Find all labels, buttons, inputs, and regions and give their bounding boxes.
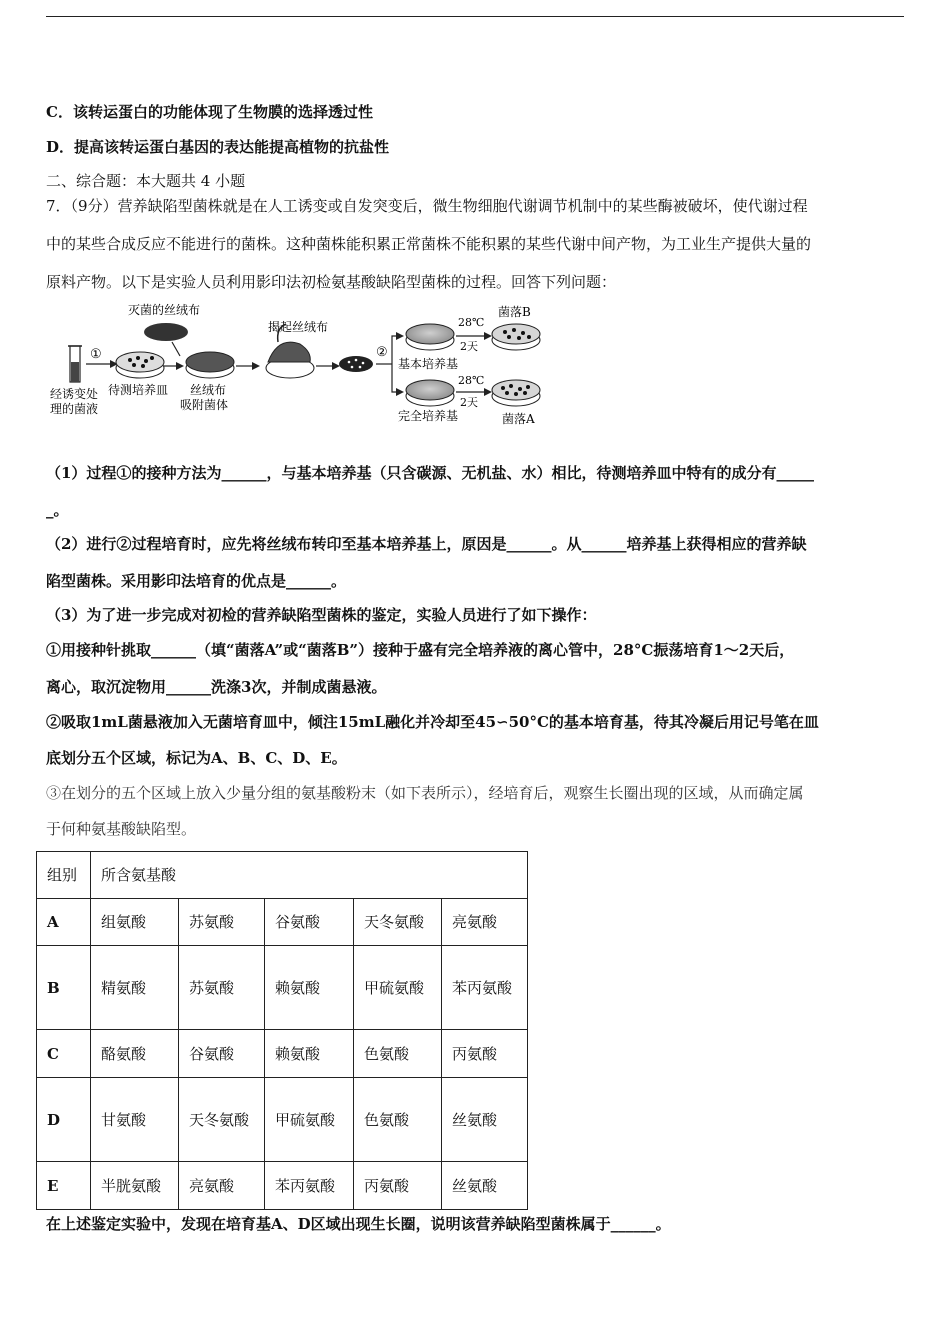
option-c: C．该转运蛋白的功能体现了生物膜的选择透过性 [46,103,373,121]
row-group: B [37,946,91,1030]
label-mutagenized-2: 理的菌液 [50,402,99,416]
table-row [37,1078,528,1162]
test-tube-icon [68,346,82,382]
header-rule [46,16,904,17]
q2-line1: （2）进行②过程培育时，应先将丝绒布转印至基本培养基上，原因是______。从______培养基上获得相应的营养缺 [46,535,807,553]
table-cell: 丝氨酸 [442,1162,528,1210]
header-amino: 所含氨基酸 [91,852,528,899]
velvet-dish-icon [186,352,234,378]
table-cell: 赖氨酸 [265,1030,354,1078]
table-row [37,899,528,946]
table-cell: 酪氨酸 [91,1030,179,1078]
conclusion: 在上述鉴定实验中，发现在培育基A、D区域出现生长圈，说明该营养缺陷型菌株属于______。 [46,1215,671,1233]
table-cell: 苏氨酸 [179,899,265,946]
velvet-icon [144,323,188,341]
label-test-dish: 待测培养皿 [108,383,169,397]
colony-print-icon [339,356,373,372]
table-cell: 苯丙氨酸 [442,946,528,1030]
table-cell: 苯丙氨酸 [265,1162,354,1210]
row-group: D [37,1078,91,1162]
q1-line1: （1）过程①的接种方法为______，与基本培养基（只含碳源、无机盐、水）相比，待测培养皿中特有的成分有_____ [46,464,814,482]
q3-step3-line2: 于何种氨基酸缺陷型。 [46,820,197,838]
label-step2: ② [376,345,388,360]
label-velvet-2: 吸附菌体 [180,398,229,412]
q3-step1-line2: 离心，取沉淀物用______洗涤3次，并制成菌悬液。 [46,678,387,696]
table-cell: 天冬氨酸 [354,899,442,946]
table-cell: 甘氨酸 [91,1078,179,1162]
table-row [37,1030,528,1078]
label-days-top: 2天 [460,340,478,353]
table-cell: 丝氨酸 [442,1078,528,1162]
q7-intro-line2: 中的某些合成反应不能进行的菌株。这种菌株能积累正常菌株不能积累的某些代谢中间产物，为工业生产提供大量的 [46,235,812,253]
basic-medium-dish-icon [406,324,454,350]
q2-line2: 陷型菌株。采用影印法培育的优点是______。 [46,572,347,590]
q3-step3-line1: ③在划分的五个区域上放入少量分组的氨基酸粉末（如下表所示），经培育后，观察生长圈出现的区域，从而确定属 [46,784,804,802]
label-mutagenized-1: 经诱变处 [50,387,99,401]
table-cell: 苏氨酸 [179,946,265,1030]
label-basic-medium: 基本培养基 [398,357,459,371]
table-row [37,1162,528,1210]
colony-a-dish-icon [492,380,540,406]
table-cell: 亮氨酸 [179,1162,265,1210]
test-dish-icon [116,352,164,378]
colony-b-dish-icon [492,324,540,350]
section-heading: 二、综合题：本大题共 4 小题 [46,172,246,190]
amino-acid-table [36,851,528,1210]
q7-intro-line1: 7．（9分）营养缺陷型菌株就是在人工诱变或自发突变后，微生物细胞代谢调节机制中的某些酶被破坏，使代谢过程 [46,197,808,215]
q7-intro-line3: 原料产物。以下是实验人员利用影印法初检氨基酸缺陷型菌株的过程。回答下列问题： [46,273,617,291]
table-cell: 甲硫氨酸 [265,1078,354,1162]
header-group: 组别 [37,852,91,899]
q3-step2-line1: ②吸取1mL菌悬液加入无菌培育皿中，倾注15mL融化并冷却至45∽50°C的基本培育基，待其冷凝后用记号笔在皿 [46,713,819,731]
table-cell: 精氨酸 [91,946,179,1030]
replica-plating-diagram [40,296,560,434]
row-group: E [37,1162,91,1210]
label-colony-a: 菌落A [502,412,535,426]
label-velvet-1: 丝绒布 [190,383,227,397]
q3-step1-line1: ①用接种针挑取______（填“菌落A”或“菌落B”）接种于盛有完全培养液的离心管中，28°C振荡培育1～2天后， [46,641,795,659]
table-cell: 谷氨酸 [179,1030,265,1078]
label-lift-velvet: 揭起丝绒布 [268,320,329,334]
table-cell: 赖氨酸 [265,946,354,1030]
option-d: D．提高该转运蛋白基因的表达能提高植物的抗盐性 [46,138,390,156]
row-group: A [37,899,91,946]
row-group: C [37,1030,91,1078]
table-cell: 丙氨酸 [442,1030,528,1078]
table-cell: 组氨酸 [91,899,179,946]
table-cell: 丙氨酸 [354,1162,442,1210]
label-temp-bottom: 28℃ [458,374,485,387]
label-step1: ① [90,347,102,362]
label-colony-b: 菌落B [498,305,531,319]
table-cell: 半胱氨酸 [91,1162,179,1210]
table-cell: 色氨酸 [354,1078,442,1162]
label-temp-top: 28℃ [458,316,485,329]
label-complete-medium: 完全培养基 [398,409,459,423]
q3-intro: （3）为了进一步完成对初检的营养缺陷型菌株的鉴定，实验人员进行了如下操作： [46,606,597,624]
label-sterile-velvet: 灭菌的丝绒布 [128,303,201,317]
table-cell: 甲硫氨酸 [354,946,442,1030]
table-header-row [37,852,528,899]
q3-step2-line2: 底划分五个区域，标记为A、B、C、D、E。 [46,749,347,767]
table-cell: 谷氨酸 [265,899,354,946]
table-cell: 天冬氨酸 [179,1078,265,1162]
complete-medium-dish-icon [406,380,454,406]
label-days-bottom: 2天 [460,396,478,409]
table-row [37,946,528,1030]
table-cell: 亮氨酸 [442,899,528,946]
table-cell: 色氨酸 [354,1030,442,1078]
q1-line2: _。 [46,501,69,519]
